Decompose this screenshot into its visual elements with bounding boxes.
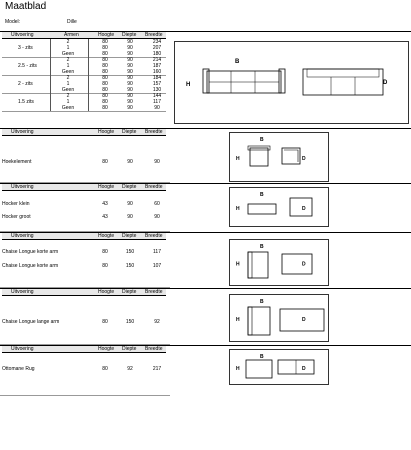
- dim-label-b: B: [260, 299, 264, 305]
- sofa-cell-hoogte: 80: [102, 57, 108, 63]
- sofa-cell-hoogte: 80: [102, 81, 108, 87]
- item-name: Hoekelement: [2, 159, 32, 165]
- sofa-cell-breedte: 130: [152, 87, 162, 93]
- item-diepte: 150: [125, 263, 135, 269]
- dim-label-h: H: [236, 317, 240, 323]
- header-diepte: Diepte: [122, 346, 137, 352]
- item-breedte: 107: [152, 263, 162, 269]
- element-drawing: [229, 132, 329, 182]
- sofa-cell-breedte: 117: [153, 99, 161, 105]
- sofa-cell-armen: Geen: [61, 69, 75, 75]
- header-diepte: Diepte: [122, 184, 137, 190]
- header-breedte: Breedte: [145, 289, 163, 295]
- element-drawing: [229, 187, 329, 227]
- element-illustration: [230, 350, 328, 384]
- sofa-cell-diepte: 90: [127, 81, 133, 87]
- sofa-cell-armen: Geen: [61, 51, 75, 57]
- sofa-cell-armen: 1: [66, 45, 70, 51]
- dim-label-d: D: [383, 80, 388, 86]
- header-hoogte: Hoogte: [98, 32, 115, 38]
- item-hoogte: 43: [102, 201, 108, 207]
- dim-label-h: H: [236, 156, 240, 162]
- sofa-cell-hoogte: 80: [102, 51, 108, 57]
- group-divider: [2, 75, 166, 76]
- item-diepte: 150: [125, 319, 135, 325]
- sofa-name: 2.5 - zits: [18, 63, 37, 69]
- sofa-cell-breedte: 160: [152, 69, 162, 75]
- sofa-cell-diepte: 90: [127, 93, 133, 99]
- sofa-name: 2 - zits: [18, 81, 33, 87]
- sofa-cell-diepte: 90: [127, 57, 133, 63]
- sofa-drawing: [174, 41, 409, 124]
- sofa-cell-hoogte: 80: [102, 75, 108, 81]
- header-hoogte: Hoogte: [98, 129, 115, 135]
- sofa-cell-armen: Geen: [61, 105, 75, 111]
- item-hoogte: 80: [102, 263, 108, 269]
- sofa-cell-armen: 2: [66, 93, 70, 99]
- element-illustration: [230, 188, 328, 226]
- sofa-cell-hoogte: 80: [102, 45, 108, 51]
- item-diepte: 90: [127, 201, 133, 207]
- header-hoogte: Hoogte: [98, 233, 115, 239]
- item-name: Hocker groot: [2, 214, 31, 220]
- sofa-cell-breedte: 144: [152, 93, 162, 99]
- model-label: Model:: [5, 19, 21, 25]
- section-rule: [0, 395, 170, 396]
- item-hoogte: 80: [102, 319, 108, 325]
- dim-label-h: H: [236, 366, 240, 372]
- header-breedte: Breedte: [145, 346, 163, 352]
- element-drawing: [229, 294, 329, 342]
- group-divider: [2, 111, 166, 112]
- dim-label-h: H: [186, 82, 191, 88]
- item-diepte: 90: [127, 214, 133, 220]
- dim-label-b: B: [260, 354, 264, 360]
- header-hoogte: Hoogte: [98, 289, 115, 295]
- dim-label-b: B: [260, 244, 264, 250]
- sofa-cell-diepte: 90: [127, 105, 133, 111]
- item-breedte: 90: [154, 214, 160, 220]
- item-name: Hocker klein: [2, 201, 30, 207]
- sofa-cell-breedte: 90: [154, 105, 160, 111]
- column-divider: [50, 39, 51, 111]
- dim-label-h: H: [236, 206, 240, 212]
- element-illustration: [230, 240, 328, 285]
- page-title: Maatblad: [5, 1, 47, 12]
- header-uitvoering: Uitvoering: [11, 184, 34, 190]
- item-diepte: 150: [125, 249, 135, 255]
- header-armen: Armen: [64, 32, 79, 38]
- sofa-cell-breedte: 207: [152, 45, 162, 51]
- item-hoogte: 80: [102, 249, 108, 255]
- item-name: Chaise Longue lange arm: [2, 319, 60, 325]
- sofa-cell-hoogte: 80: [102, 63, 108, 69]
- group-divider: [2, 57, 166, 58]
- item-breedte: 217: [152, 366, 162, 372]
- sofa-cell-armen: 2: [66, 57, 70, 63]
- element-illustration: [230, 133, 328, 181]
- sofa-cell-armen: 2: [66, 75, 70, 81]
- header-uitvoering: Uitvoering: [11, 129, 34, 135]
- table-header: [2, 184, 166, 191]
- sofa-cell-diepte: 90: [127, 51, 133, 57]
- sofa-cell-breedte: 214: [152, 57, 162, 63]
- table-header: [2, 129, 166, 136]
- sofa-cell-armen: 2: [66, 39, 70, 45]
- dim-label-b: B: [260, 137, 264, 143]
- item-breedte: 117: [153, 249, 161, 255]
- table-header: [2, 233, 166, 240]
- table-header: [2, 289, 166, 296]
- header-diepte: Diepte: [122, 289, 137, 295]
- item-diepte: 92: [127, 366, 133, 372]
- dim-label-d: D: [302, 366, 306, 372]
- sofa-cell-breedte: 234: [152, 39, 162, 45]
- item-name: Ottomane Rug: [2, 366, 35, 372]
- sofa-cell-hoogte: 80: [102, 99, 108, 105]
- table-header: [2, 32, 166, 39]
- sofa-name: 1.5 zits: [18, 99, 34, 105]
- sofa-cell-breedte: 187: [152, 63, 162, 69]
- sofa-cell-hoogte: 80: [102, 39, 108, 45]
- sofa-cell-diepte: 90: [127, 87, 133, 93]
- sofa-cell-hoogte: 80: [102, 105, 108, 111]
- sofa-cell-diepte: 90: [127, 69, 133, 75]
- group-divider: [2, 93, 166, 94]
- element-drawing: [229, 349, 329, 385]
- dim-label-b: B: [260, 192, 264, 198]
- sofa-name: 3 - zits: [18, 45, 33, 51]
- header-breedte: Breedte: [145, 129, 163, 135]
- item-breedte: 60: [154, 201, 160, 207]
- item-hoogte: 80: [102, 159, 108, 165]
- dim-label-d: D: [302, 261, 306, 268]
- header-breedte: Breedte: [145, 233, 163, 239]
- sofa-cell-hoogte: 80: [102, 87, 108, 93]
- sofa-cell-armen: 1: [66, 81, 70, 87]
- sofa-cell-diepte: 90: [127, 99, 133, 105]
- sofa-cell-armen: 1: [66, 99, 70, 105]
- column-divider: [88, 39, 89, 111]
- item-breedte: 92: [154, 319, 160, 325]
- dim-label-h: H: [236, 261, 240, 268]
- header-hoogte: Hoogte: [98, 184, 115, 190]
- model-value: Dille: [67, 19, 77, 25]
- item-breedte: 90: [154, 159, 160, 165]
- dim-label-d: D: [302, 156, 306, 162]
- header-breedte: Breedte: [145, 184, 163, 190]
- dim-label-d: D: [302, 317, 306, 323]
- item-hoogte: 43: [102, 214, 108, 220]
- item-name: Chaise Longue korte arm: [2, 263, 59, 269]
- item-hoogte: 80: [102, 366, 108, 372]
- item-diepte: 90: [127, 159, 133, 165]
- element-illustration: [230, 295, 328, 341]
- sofa-cell-armen: 1: [66, 63, 70, 69]
- sofa-illustration: [175, 42, 408, 123]
- sofa-cell-diepte: 90: [127, 39, 133, 45]
- header-diepte: Diepte: [122, 129, 137, 135]
- dim-label-b: B: [235, 59, 240, 65]
- sofa-cell-armen: Geen: [61, 87, 75, 93]
- sofa-cell-hoogte: 80: [102, 93, 108, 99]
- header-uitvoering: Uitvoering: [11, 32, 34, 38]
- element-drawing: [229, 239, 329, 286]
- sofa-cell-hoogte: 80: [102, 69, 108, 75]
- header-uitvoering: Uitvoering: [11, 346, 34, 352]
- sofa-cell-diepte: 90: [127, 75, 133, 81]
- header-diepte: Diepte: [122, 32, 137, 38]
- sofa-cell-breedte: 180: [152, 51, 162, 57]
- sofa-cell-diepte: 90: [127, 45, 133, 51]
- table-header: [2, 346, 166, 353]
- sofa-cell-breedte: 157: [152, 81, 162, 87]
- header-uitvoering: Uitvoering: [11, 289, 34, 295]
- header-diepte: Diepte: [122, 233, 137, 239]
- item-name: Chaise Longue korte arm: [2, 249, 59, 255]
- sofa-cell-diepte: 90: [127, 63, 133, 69]
- header-breedte: Breedte: [145, 32, 163, 38]
- sofa-cell-breedte: 184: [152, 75, 162, 81]
- dim-label-d: D: [302, 206, 306, 212]
- header-hoogte: Hoogte: [98, 346, 115, 352]
- header-uitvoering: Uitvoering: [11, 233, 34, 239]
